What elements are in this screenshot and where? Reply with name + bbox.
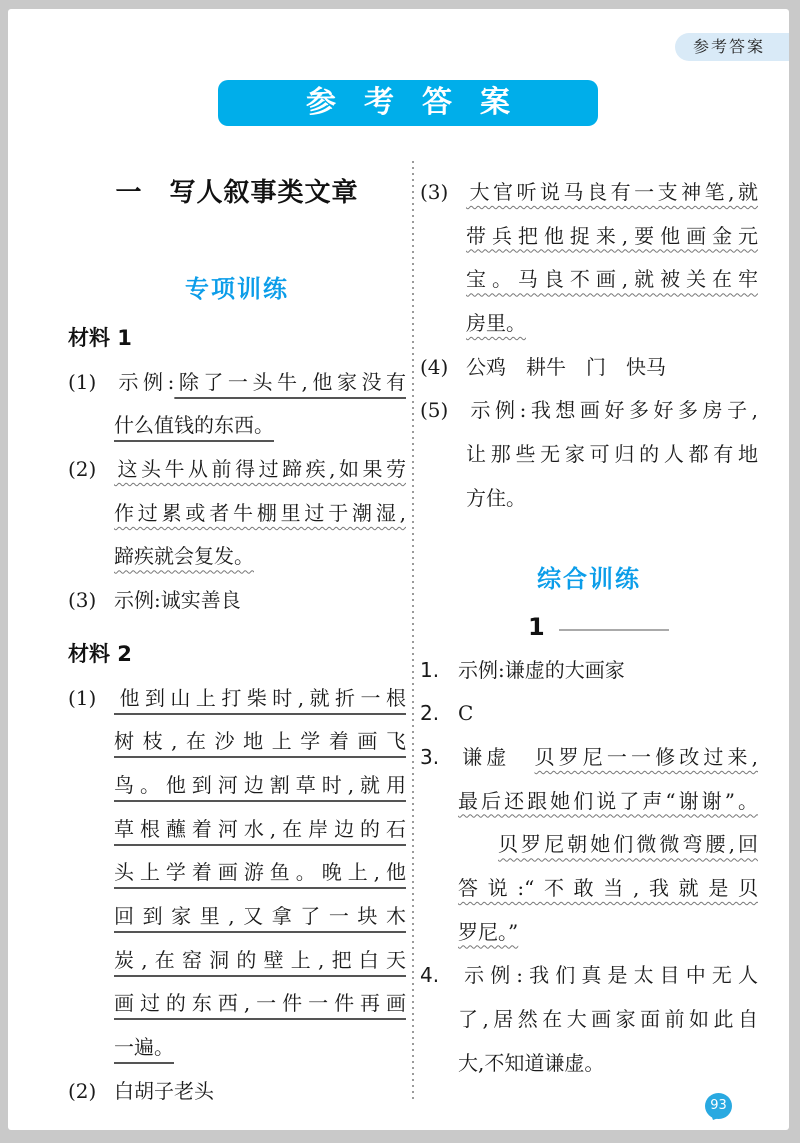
answer-text: 方住。 <box>466 485 526 510</box>
answer-line <box>420 649 758 693</box>
answer-line <box>420 302 758 346</box>
answer-block <box>68 448 406 579</box>
answer-text: 示例:谦虚的大画家 <box>458 657 625 682</box>
item-marker: 3. <box>420 744 440 769</box>
answer-line <box>68 720 406 764</box>
page <box>8 9 789 1130</box>
underlined-answer-text: 贝罗尼朝她们微微弯腰,回 <box>498 832 758 857</box>
answer-line <box>420 171 758 215</box>
answer-text: 示例:我们真是太目中无人 <box>458 963 758 988</box>
item-marker: (2) <box>68 1078 97 1103</box>
answer-line <box>420 780 758 824</box>
answer-text: 示例:诚实善良 <box>114 588 241 613</box>
underlined-answer-text: 房里。 <box>466 311 526 336</box>
answer-line <box>420 867 758 911</box>
answer-text: 示例: <box>114 369 175 394</box>
item-marker: 1. <box>420 657 440 682</box>
page-title-banner: 参考答案 <box>218 80 598 126</box>
underlined-answer-text: 贝罗尼一一修改过来, <box>534 744 758 769</box>
answer-line <box>68 1026 406 1070</box>
column-divider <box>412 161 414 1099</box>
underlined-answer-text: 鸟。他到河边割草时,就用 <box>114 772 406 797</box>
answer-line <box>68 764 406 808</box>
underlined-answer-text: 最后还跟她们说了声“谢谢”。 <box>458 788 758 813</box>
answer-line <box>68 361 406 405</box>
answer-line <box>420 477 758 521</box>
blank-line <box>559 629 669 631</box>
answer-line <box>420 389 758 433</box>
answer-line <box>68 535 406 579</box>
answer-line <box>420 954 758 998</box>
answer-block <box>420 389 758 520</box>
answer-text: 了,居然在大画家面前如此自 <box>458 1007 758 1031</box>
right-column <box>420 171 758 1085</box>
answer-block <box>420 171 758 346</box>
item-marker: (5) <box>420 398 449 423</box>
page-number-badge: 93 <box>705 1093 732 1119</box>
underlined-answer-text: 这头牛从前得过蹄疾,如果劳 <box>114 457 406 482</box>
answer-line <box>68 808 406 852</box>
answer-line <box>68 677 406 721</box>
underlined-answer-text: 草根蘸着河水,在岸边的石 <box>114 816 406 841</box>
answer-line <box>68 939 406 983</box>
underlined-answer-text: 头上学着画游鱼。晚上,他 <box>114 860 406 885</box>
underlined-answer-text: 大官听说马良有一支神笔,就 <box>466 180 758 204</box>
left-column <box>68 171 406 1113</box>
answer-block <box>420 736 758 954</box>
answer-line <box>68 492 406 536</box>
answer-text: 示例:我想画好多好多房子, <box>466 398 758 423</box>
underlined-answer-text: 炭,在窑洞的壁上,把白天 <box>114 947 406 972</box>
answer-block <box>68 579 406 623</box>
answer-line <box>68 404 406 448</box>
answer-text: 白胡子老头 <box>114 1078 214 1103</box>
answer-line <box>68 982 406 1026</box>
answer-line <box>68 851 406 895</box>
underlined-answer-text: 画过的东西,一件一件再画 <box>114 991 406 1016</box>
underlined-answer-text: 答说:“不敢当,我就是贝 <box>458 875 758 900</box>
answer-line <box>68 579 406 623</box>
underlined-answer-text: 一遍。 <box>114 1035 174 1059</box>
underlined-answer-text: 作过累或者牛棚里过于潮湿, <box>114 500 406 525</box>
answer-line <box>68 448 406 492</box>
answer-line <box>420 736 758 780</box>
answer-line <box>420 258 758 302</box>
answer-text: C <box>458 701 474 726</box>
answer-block <box>420 692 758 736</box>
underlined-answer-text: 回到家里,又拿了一块木 <box>114 903 406 928</box>
exercise-number-row <box>420 605 758 649</box>
underlined-answer-text: 罗尼。” <box>458 919 519 944</box>
item-marker: (3) <box>68 588 97 613</box>
exercise-number: 1 <box>528 612 545 641</box>
underlined-answer-text: 除了一头牛,他家没有 <box>174 369 406 394</box>
item-marker: (1) <box>68 369 97 394</box>
answer-line <box>420 433 758 477</box>
corner-tab-label: 参考答案 <box>675 33 789 61</box>
underlined-answer-text: 宝。马良不画,就被关在牢 <box>466 267 758 292</box>
material-label: 材料 2 <box>68 641 132 666</box>
underlined-answer-text: 树枝,在沙地上学着画飞 <box>114 729 406 754</box>
answer-line <box>420 346 758 390</box>
item-marker: 2. <box>420 701 440 726</box>
answer-text: 大,不知道谦虚。 <box>458 1050 605 1075</box>
answer-line <box>420 1042 758 1086</box>
answer-line <box>68 895 406 939</box>
answer-block <box>420 649 758 693</box>
answer-line <box>420 692 758 736</box>
answer-block <box>420 954 758 1085</box>
material-label: 材料 1 <box>68 326 132 350</box>
answer-line <box>420 911 758 955</box>
blue-heading: 专项训练 <box>185 275 289 303</box>
section-title: 一 写人叙事类文章 <box>115 178 359 208</box>
item-marker: (2) <box>68 457 97 482</box>
underlined-answer-text: 蹄疾就会复发。 <box>114 544 254 569</box>
underlined-answer-text: 他到山上打柴时,就折一根 <box>114 685 406 710</box>
item-marker: (3) <box>420 180 449 204</box>
underlined-answer-text: 什么值钱的东西。 <box>114 413 274 438</box>
answer-text: 谦虚 <box>458 744 535 769</box>
answer-line <box>420 998 758 1042</box>
answer-text: 让那些无家可归的人都有地 <box>466 442 758 467</box>
item-marker: 4. <box>420 963 440 988</box>
item-marker: (1) <box>68 685 97 710</box>
answer-line <box>420 823 758 867</box>
answer-line <box>68 1070 406 1114</box>
answer-line <box>420 215 758 259</box>
answer-block <box>68 677 406 1070</box>
answer-block <box>68 361 406 448</box>
answer-block <box>68 1070 406 1114</box>
item-marker: (4) <box>420 354 449 379</box>
answer-text: 公鸡 耕牛 门 快马 <box>466 354 666 379</box>
answer-block <box>420 346 758 390</box>
underlined-answer-text: 带兵把他捉来,要他画金元 <box>466 223 758 248</box>
blue-heading: 综合训练 <box>537 564 641 593</box>
